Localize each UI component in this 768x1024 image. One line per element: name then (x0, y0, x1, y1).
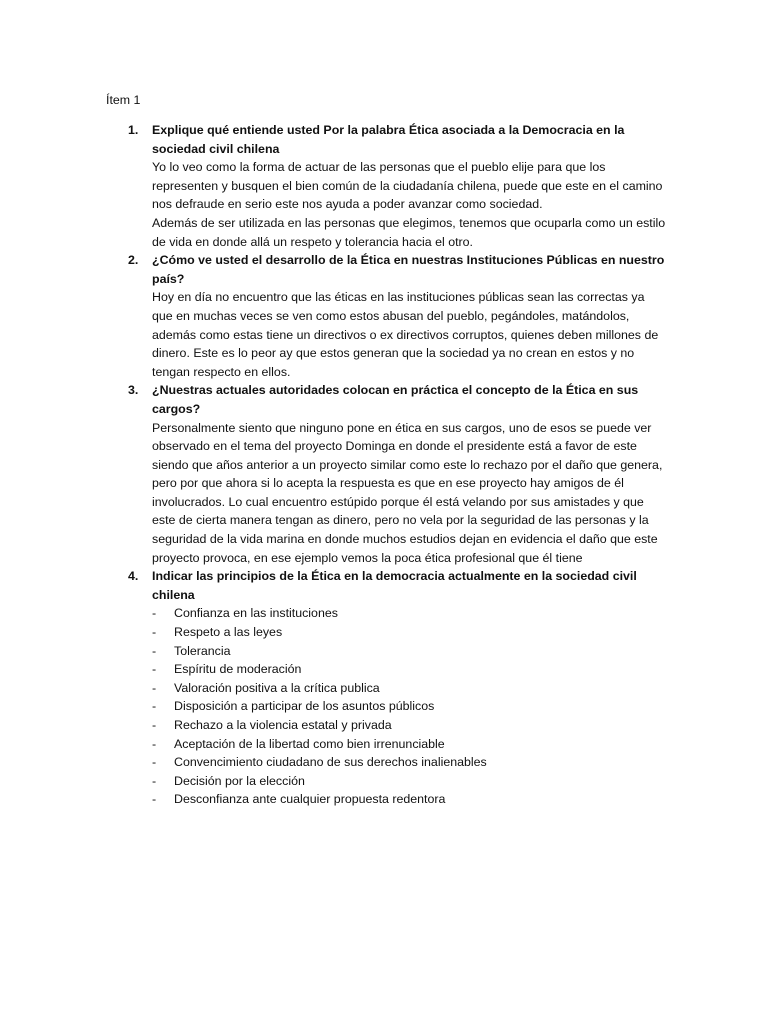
list-item (152, 623, 666, 642)
bullet-dash: - (152, 736, 157, 751)
list-item-text: Convencimiento ciudadano de sus derechos inalienables (174, 755, 487, 770)
question-text: ¿Cómo ve usted el desarrollo de la Ética en nuestras Instituciones Públicas en nuestro país? (152, 253, 665, 286)
principles-list (152, 604, 666, 809)
list-item-text: Espíritu de moderación (174, 662, 302, 677)
bullet-dash: - (152, 755, 157, 770)
list-item (152, 753, 666, 772)
bullet-dash: - (152, 625, 157, 640)
bullet-dash: - (152, 718, 157, 732)
list-item (152, 697, 666, 716)
question-text: ¿Nuestras actuales autoridades colocan en práctica el concepto de la Ética en sus cargos? (152, 383, 639, 416)
question-number: 3. (128, 383, 139, 398)
list-item-text: Disposición a participar de los asuntos públicos (174, 699, 435, 714)
bullet-dash: - (152, 643, 157, 658)
list-item-text: Decisión por la elección (174, 773, 305, 788)
bullet-dash: - (152, 680, 157, 695)
answer-paragraph: Hoy en día no encuentro que las éticas en las instituciones públicas sean las correctas ya que en muchas veces se ven como estos abusan del pueblo, pegándoles, matándolos, además como estas tiene un directivos o ex directivos corruptos, quienes deben millones de dinero. Este es lo peor ay que estos generan que la sociedad ya no crean en estos y no tengan respecto en ellos. (152, 290, 659, 379)
list-item (152, 660, 666, 679)
bullet-dash: - (152, 699, 157, 714)
bullet-dash: - (152, 792, 157, 807)
list-item (152, 604, 666, 623)
list-item (152, 772, 666, 791)
list-item (152, 735, 666, 754)
question-text: Explique qué entiende usted Por la palabra Ética asociada a la Democracia en la sociedad civil chilena (152, 123, 625, 156)
list-item-text: Confianza en las instituciones (174, 606, 338, 621)
list-item (152, 790, 666, 809)
answer-paragraph: Personalmente siento que ninguno pone en ética en sus cargos, uno de esos se puede ver observado en el tema del proyecto Dominga en donde el presidente está a favor de este siendo que años anterior a un proyecto similar como este lo rechazo por el daño que genera, pero por que ahora si lo acepta la respuesta es que en ese proyecto hay amigos de él involucrados. Lo cual encuentro estúpido porque él está velando por sus amistades y que este de cierta manera tengan as dinero, pero no vela por la seguridad de las personas y la seguridad de la vida marina en donde muchos estudios dejan en evidencia el daño que este proyecto provoca, en ese ejemplo vemos la poca ética profesional que él tiene (152, 420, 663, 565)
list-item-text: Respeto a las leyes (174, 625, 283, 640)
list-item-text: Valoración positiva a la crítica publica (174, 680, 380, 695)
list-item-text: Aceptación de la libertad como bien irrenunciable (174, 736, 445, 751)
list-item-text: Rechazo a la violencia estatal y privada (174, 718, 392, 732)
answer-paragraph: Yo lo veo como la forma de actuar de las personas que el pueblo elije para que los representen y busquen el bien común de la ciudadanía chilena, puede que este en el camino nos defraude en serio este nos ayuda a poder avanzar como sociedad. (152, 160, 663, 212)
question-4 (106, 567, 666, 809)
question-list (106, 121, 666, 809)
bullet-dash: - (152, 662, 157, 677)
question-number: 4. (128, 569, 139, 584)
question-1 (106, 121, 666, 251)
question-number: 1. (128, 123, 139, 137)
question-number: 2. (128, 253, 139, 268)
item-title: Ítem 1 (106, 93, 141, 107)
list-item (152, 642, 666, 661)
question-3 (106, 381, 666, 567)
bullet-dash: - (152, 773, 157, 788)
answer-paragraph: Además de ser utilizada en las personas que elegimos, tenemos que ocuparla como un estilo de vida en donde allá un respeto y tolerancia hacia el otro. (152, 215, 666, 249)
list-item (152, 679, 666, 698)
list-item-text: Tolerancia (174, 643, 231, 658)
question-text: Indicar las principios de la Ética en la democracia actualmente en la sociedad civil chilena (152, 569, 637, 602)
bullet-dash: - (152, 606, 157, 621)
list-item-text: Desconfianza ante cualquier propuesta redentora (174, 792, 446, 807)
question-2 (106, 251, 666, 381)
list-item (152, 716, 666, 735)
